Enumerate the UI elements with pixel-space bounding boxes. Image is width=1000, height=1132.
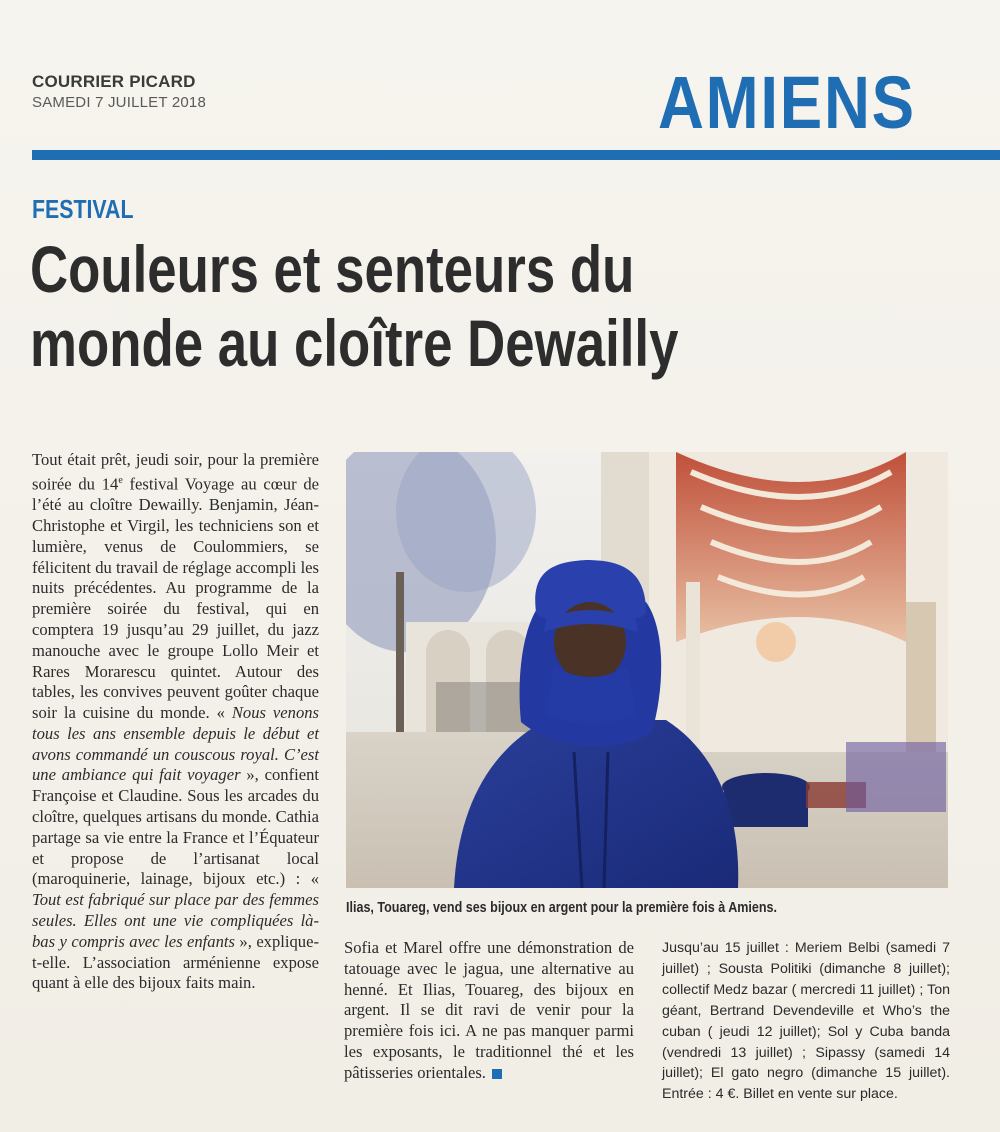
section-title: AMIENS <box>658 61 916 144</box>
publication-date: SAMEDI 7 JUILLET 2018 <box>32 94 207 111</box>
header-rule <box>32 150 1000 160</box>
photo-caption: Ilias, Touareg, vend ses bijoux en argent pour la première fois à Amiens. <box>346 900 778 916</box>
article-end-mark <box>492 1069 502 1079</box>
headline-line-2: monde au cloître Dewailly <box>30 306 679 380</box>
article-kicker: FESTIVAL <box>32 194 134 224</box>
headline-line-1: Couleurs et senteurs du <box>30 232 635 306</box>
publication-name: COURRIER PICARD <box>32 72 196 91</box>
article-photo <box>346 452 948 888</box>
article-headline <box>30 232 750 380</box>
article-column-1: Tout était prêt, jeudi soir, pour la première soirée du 14e festival Voyage au cœur de l’été au cloître Dewailly. Benjamin, Jéan-Christophe et Virgil, les techniciens son et lumière, venus de Coulommiers, se félicitent du travail de réglage accompli les nuits précédentes. Au programme de la première soirée du festival, qui en comptera 19 jusqu’au 29 juillet, du jazz manouche avec le groupe Lollo Meir et Rares Morarescu quintet. Autour des tables, les convives peuvent goûter chaque soir la cuisine du monde. « Nous venons tous les ans ensemble depuis le début et avons commandé un couscous royal. C’est une ambiance qui fait voyager », confient Françoise et Claudine. Sous les arcades du cloître, quelques artisans du monde. Cathia partage sa vie entre la France et l’Équateur et propose de l’artisanat local (maroquinerie, lainage, bijoux etc.) : « Tout est fabriqué sur place par des femmes seules. Elles ont une vie compliquées là-bas y compris avec les enfants », explique-t-elle. L’association arménienne expose quant à elle des bijoux faits main. <box>32 450 320 993</box>
event-listing: Jusqu’au 15 juillet : Meriem Belbi (samedi 7 juillet) ; Sousta Politiki (dimanche 8 juillet); collectif Medz bazar ( mercredi 11 juillet) ; Ton géant, Bertrand Devendeville et Who’s the cuban ( jeudi 12 juillet); Sol y Cuba banda (vendredi 13 juillet) ; Sipassy (samedi 14 juillet); El gato negro (dimanche 15 juillet). Entrée : 4 €. Billet en vente sur place. <box>662 940 950 1103</box>
article-column-2: Sofia et Marel offre une démonstration de tatouage avec le jagua, une alternative au henné. Et Ilias, Touareg, des bijoux en argent. Il se dit ravi de venir pour la première fois ici. A ne pas manquer parmi les exposants, le traditionnel thé et les pâtisseries orientales. <box>344 938 634 1082</box>
